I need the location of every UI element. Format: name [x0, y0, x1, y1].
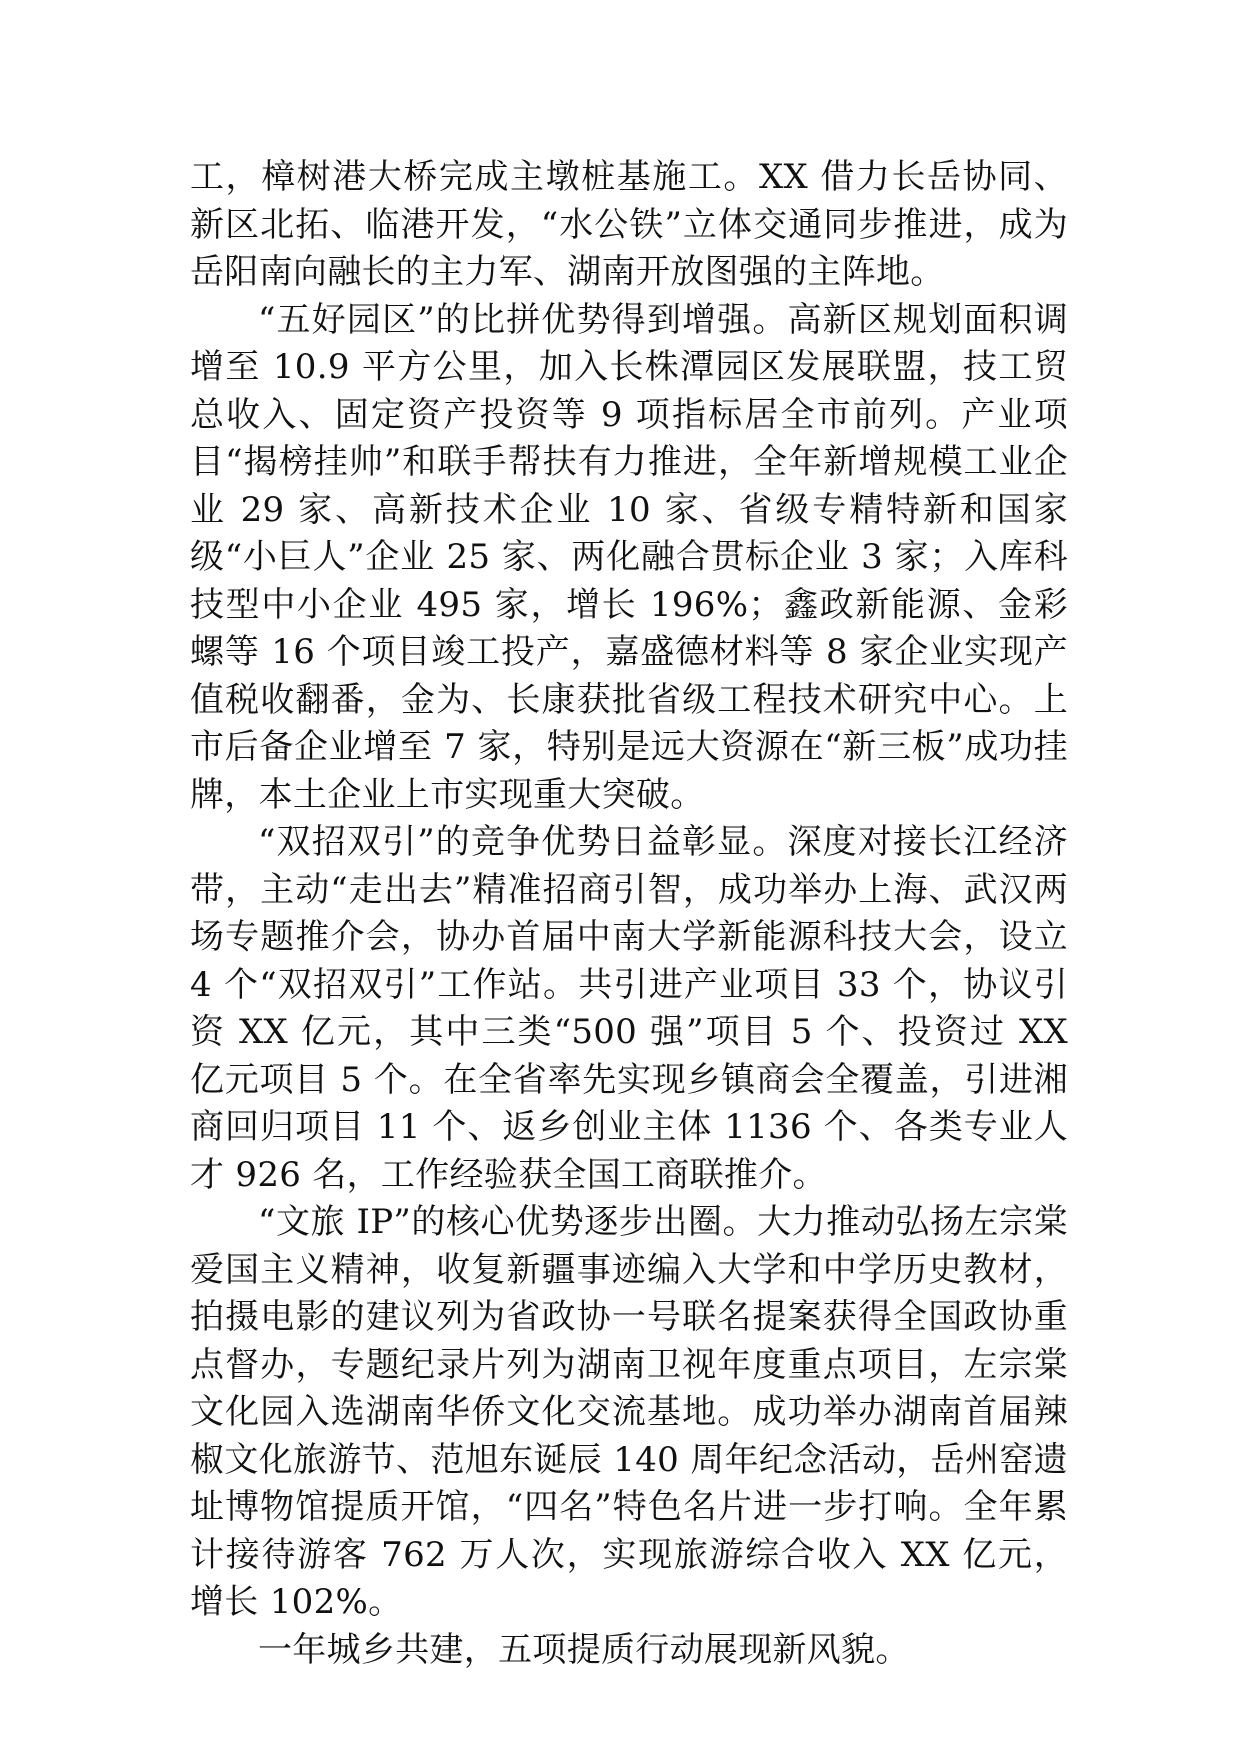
paragraph-culture-tourism: “文旅 IP”的核心优势逐步出圈。大力推动弘扬左宗棠爱国主义精神，收复新疆事迹编入大学和中学历史教材，拍摄电影的建议列为省政协一号联名提案获得全国政协重点督办，专题纪录片列为湖南卫视年度重点项目，左宗棠文化园入选湖南华侨文化交流基地。成功举办湖南首届辣椒文化旅游节、范旭东诞辰 140 周年纪念活动，岳州窑遗址博物馆提质开馆，“四名”特色名片进一步打响。全年累计接待游客 762 万人次，实现旅游综合收入 XX 亿元，增长 102%。 [190, 1202, 1068, 1622]
paragraph-industrial-parks: “五好园区”的比拼优势得到增强。高新区规划面积调增至 10.9 平方公里，加入长株潭园区发展联盟，技工贸总收入、固定资产投资等 9 项指标居全市前列。产业项目“揭榜挂帅”和联手帮扶有力推进，全年新增规模工业企业 29 家、高新技术企业 10 家、省级专精特新和国家级“小巨人”企业 25 家、两化融合贯标企业 3 家；入库科技型中小企业 495 家，增长 196%；鑫政新能源、金彩螺等 16 个项目竣工投产，嘉盛德材料等 8 家企业实现产值税收翻番，金为、长康获批省级工程技术研究中心。上市后备企业增至 7 家，特别是远大资源在“新三板”成功挂牌，本土企业上市实现重大突破。 [190, 299, 1068, 815]
paragraph-investment-talent: “双招双引”的竞争优势日益彰显。深度对接长江经济带，主动“走出去”精准招商引智，成功举办上海、武汉两场专题推介会，协办首届中南大学新能源科技大会，设立 4 个“双招双引”工作站。共引进产业项目 33 个，协议引资 XX 亿元，其中三类“500 强”项目 5 个、投资过 XX 亿元项目 5 个。在全省率先实现乡镇商会全覆盖，引进湘商回归项目 11 个、返乡创业主体 1136 个、各类专业人才 926 名，工作经验获全国工商联推介。 [190, 822, 1068, 1195]
paragraph-transport: 工，樟树港大桥完成主墩桩基施工。XX 借力长岳协同、新区北拓、临港开发，“水公铁”立体交通同步推进，成为岳阳南向融长的主力军、湖南开放图强的主阵地。 [190, 157, 1068, 292]
document-body [190, 154, 1068, 1674]
paragraph-urban-rural: 一年城乡共建，五项提质行动展现新风貌。 [258, 1629, 910, 1670]
